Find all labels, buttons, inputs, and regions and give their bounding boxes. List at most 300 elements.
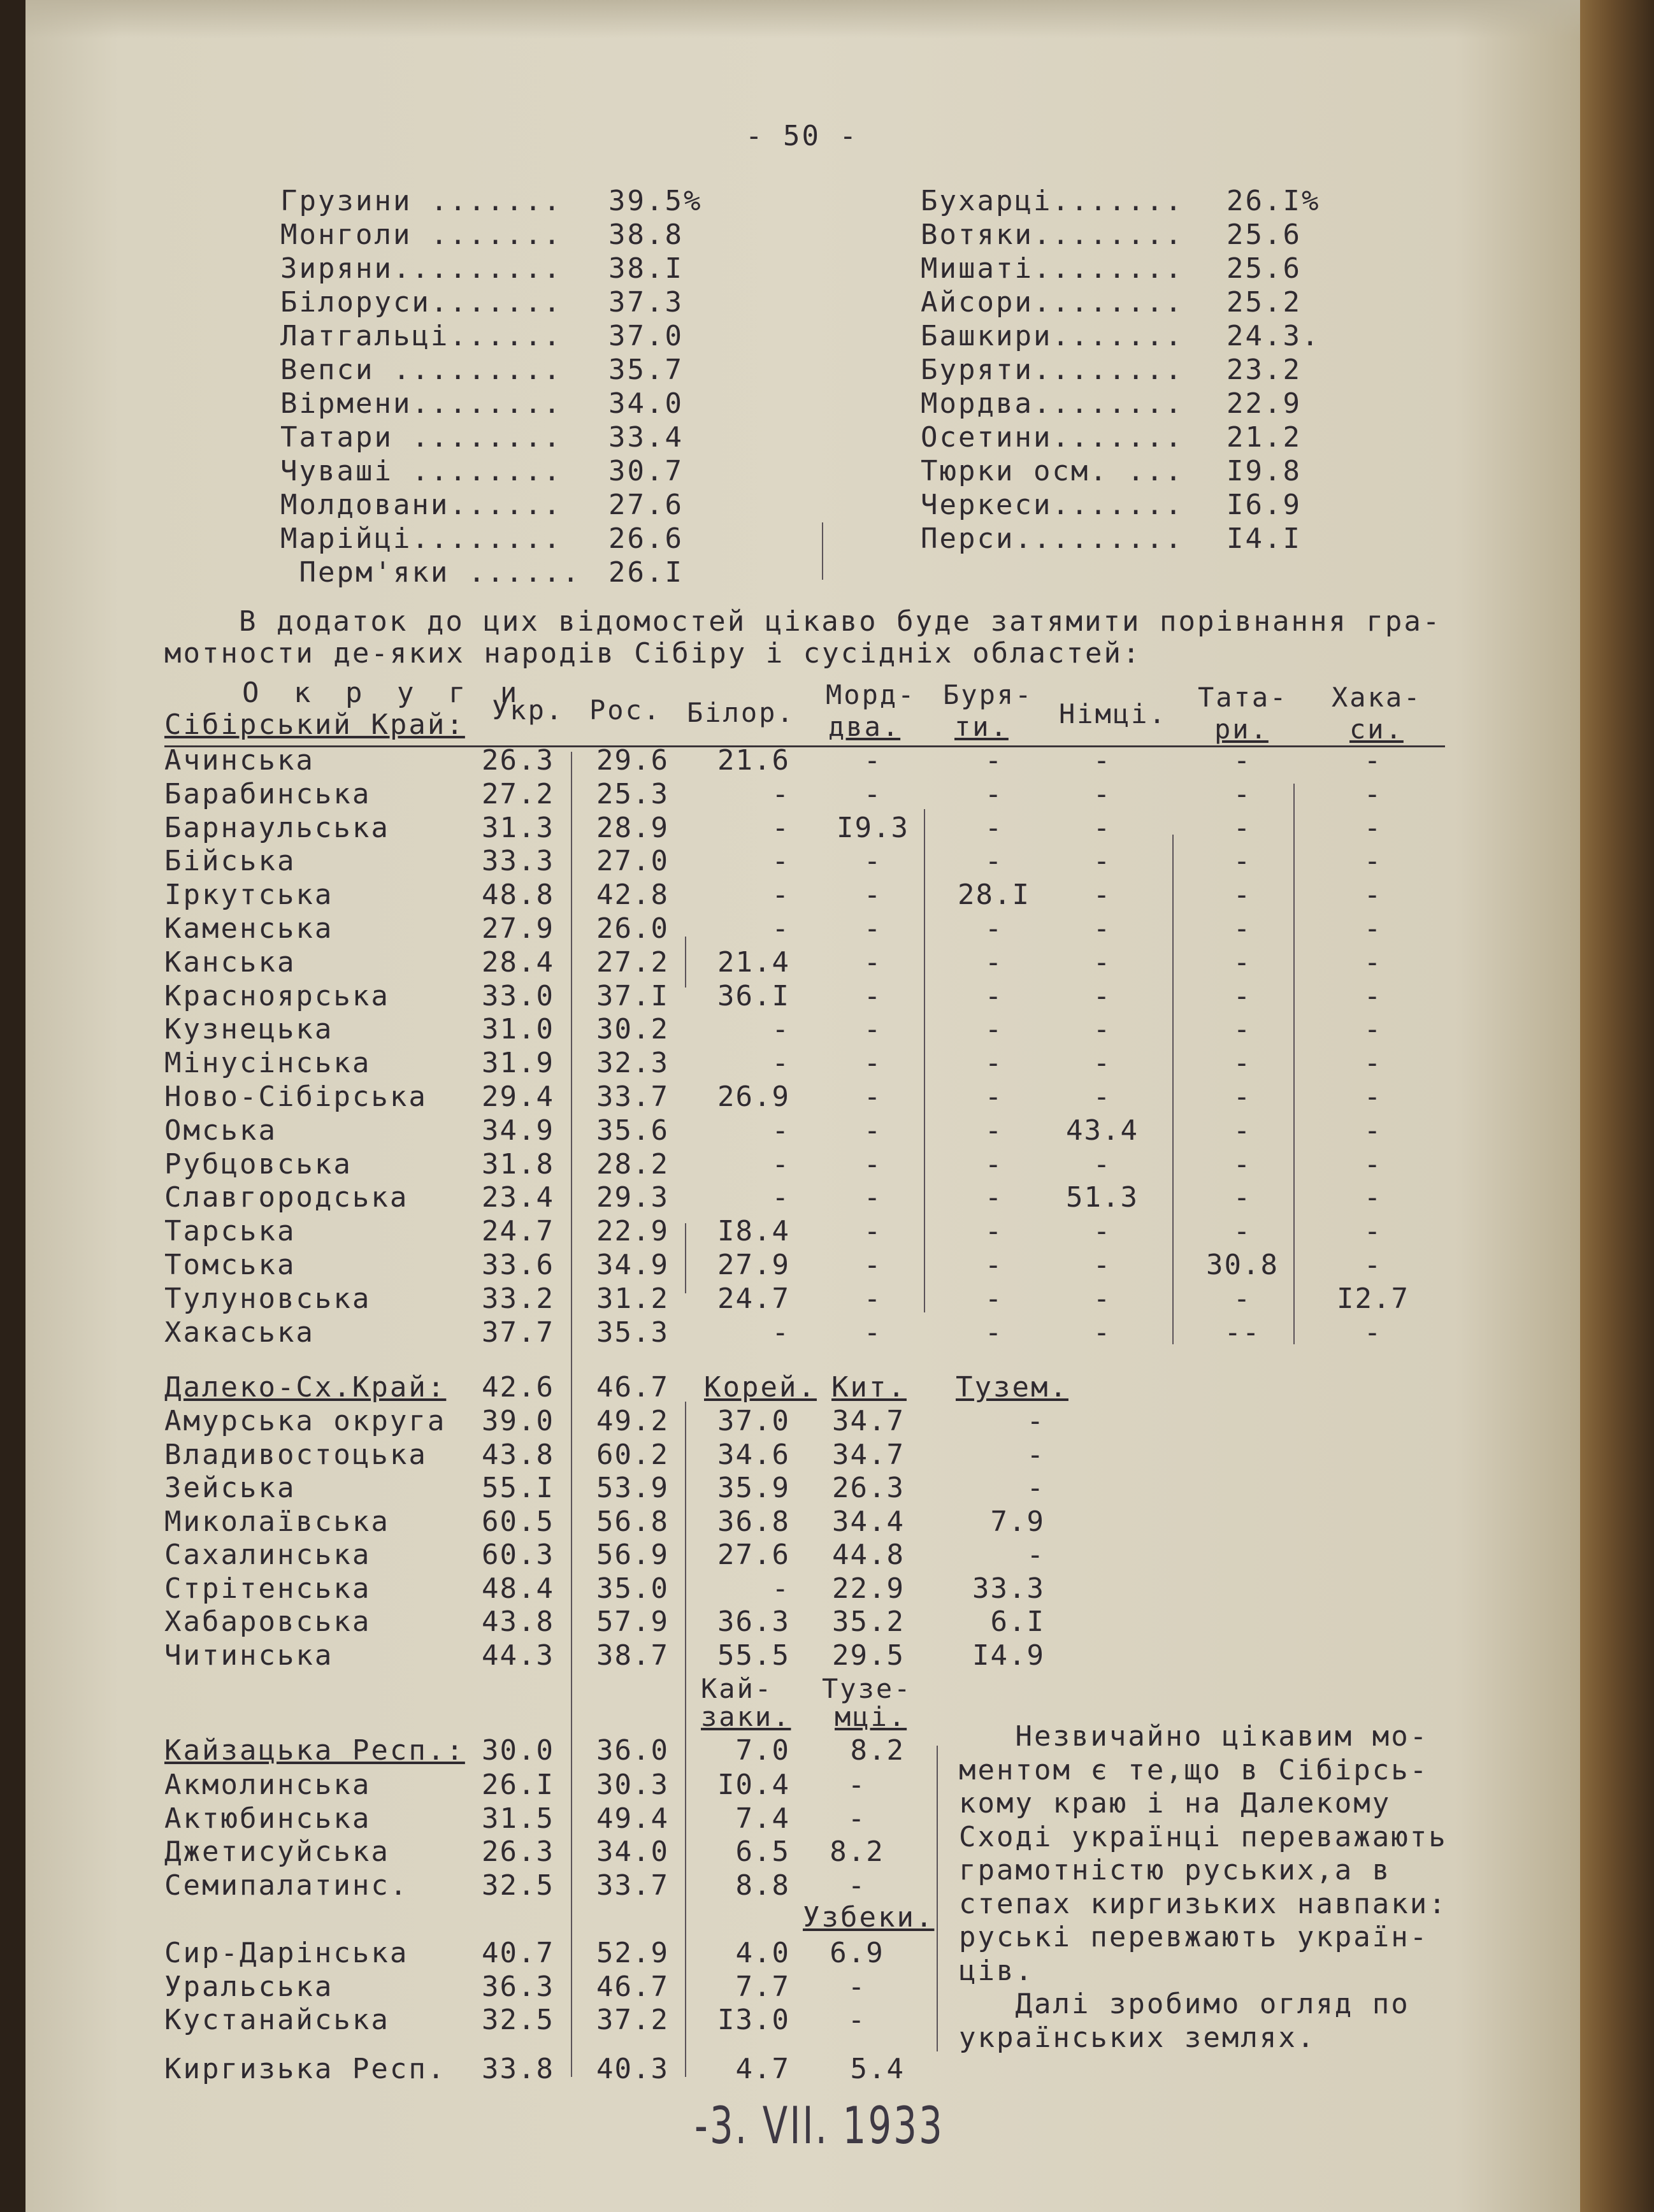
- table-cell: -: [1363, 777, 1383, 810]
- table-cell: 46.7: [596, 1970, 669, 2003]
- table-cell: 22.9: [596, 1215, 669, 1248]
- kaz-header-tuz-bottom: мці.: [835, 1701, 907, 1732]
- nationality-value: 27.6: [608, 489, 684, 521]
- kirg-kai: 4.7: [735, 2053, 790, 2085]
- table-cell: 7.9: [990, 1505, 1045, 1538]
- nationality-value: I4.I: [1226, 522, 1302, 555]
- nationality-value: 25.6: [1226, 252, 1302, 285]
- nationality-value: 34.0: [608, 387, 684, 420]
- table-cell: -: [1026, 1438, 1045, 1471]
- table-cell: 51.3: [1066, 1181, 1139, 1214]
- table-cell: -: [1363, 744, 1383, 777]
- table-cell: 35.3: [596, 1316, 669, 1349]
- table-cell: -: [1093, 879, 1112, 912]
- note-line: українських землях.: [959, 2021, 1316, 2054]
- nationality-value: 26.I: [608, 556, 684, 589]
- nationality-value: 22.9: [1226, 387, 1302, 420]
- table-cell: -: [772, 1572, 790, 1605]
- table-cell: 34.7: [832, 1405, 905, 1437]
- table-cell: -: [1233, 811, 1252, 844]
- header-bur-top: Буря-: [943, 679, 1033, 710]
- note-line: ментом є те,що в Сібірсь-: [959, 1753, 1429, 1786]
- table-cell: -: [1233, 1181, 1252, 1214]
- table-cell: 30.3: [596, 1769, 669, 1801]
- nationality-name: Марійці........: [280, 522, 563, 555]
- table-cell: 37.2: [596, 2004, 669, 2036]
- table-cell: -: [1233, 777, 1252, 810]
- table-cell: 26.3: [832, 1472, 905, 1504]
- nationality-value: 25.2: [1226, 286, 1302, 319]
- table-cell: -: [1093, 912, 1112, 945]
- table-cell: --: [1224, 1316, 1261, 1349]
- table-cell: -: [1363, 1081, 1383, 1113]
- table-cell: 29.4: [482, 1081, 554, 1113]
- table-cell: -: [1233, 1081, 1252, 1113]
- nationality-name: Татари ........: [280, 421, 563, 454]
- district-name: Бійська: [164, 845, 296, 878]
- table-cell: 7.4: [735, 1802, 790, 1835]
- table-cell: -: [1233, 912, 1252, 945]
- table-cell: -: [1233, 1282, 1252, 1315]
- table-cell: 36.8: [717, 1505, 790, 1538]
- table-cell: 28.2: [596, 1147, 669, 1181]
- table-cell: 34.4: [832, 1505, 905, 1538]
- table-cell: 34.0: [596, 1835, 669, 1868]
- table-cell: 32.5: [482, 2004, 554, 2036]
- table-cell: -: [863, 1282, 882, 1315]
- table-cell: -: [847, 1802, 867, 1835]
- table-cell: -: [772, 1147, 790, 1181]
- table-cell: -: [863, 1013, 882, 1046]
- table-cell: 21.6: [717, 744, 790, 777]
- kirg-ros: 40.3: [596, 2053, 669, 2085]
- intro-line-1: В додаток до цих відомостей цікаво буде затямити порівнання гра-: [239, 605, 1442, 638]
- header-tat-top: Тата-: [1198, 682, 1288, 713]
- table-cell: -: [984, 1114, 1003, 1147]
- table-cell: 4.0: [735, 1937, 790, 1969]
- table-cell: -: [1093, 1316, 1112, 1349]
- table-cell: 27.0: [596, 845, 669, 878]
- table-cell: -: [1026, 1539, 1045, 1571]
- header-nimtsi: Німці.: [1059, 698, 1167, 729]
- divider-ukr-ros: [571, 752, 572, 2077]
- district-name: Стрітенська: [164, 1572, 371, 1605]
- district-name: Хабаровська: [164, 1605, 371, 1638]
- table-cell: 27.2: [596, 945, 669, 979]
- district-name: Тулуновська: [164, 1282, 371, 1315]
- table-cell: -: [1363, 1047, 1383, 1080]
- table-cell: 35.0: [596, 1572, 669, 1605]
- table-cell: 33.3: [972, 1572, 1045, 1605]
- table-cell: -: [1363, 1013, 1383, 1046]
- header-bur-bottom: ти.: [954, 711, 1009, 742]
- nationality-name: Бухарці.......: [921, 185, 1184, 217]
- table-cell: -: [1093, 1249, 1112, 1281]
- note-line: Далі зробимо огляд по: [959, 1988, 1410, 2020]
- table-cell: -: [1093, 1047, 1112, 1080]
- district-name: Рубцовська: [164, 1147, 352, 1181]
- table-cell: 29.5: [832, 1639, 905, 1672]
- date-stamp: -3. VII. 1933: [694, 2096, 944, 2155]
- table-cell: 42.8: [596, 879, 669, 912]
- table-cell: -: [1363, 1147, 1383, 1181]
- nationality-value: 38.I: [608, 252, 684, 285]
- table-cell: -: [1363, 979, 1383, 1012]
- table-cell: -: [984, 777, 1003, 810]
- table-cell: -: [1363, 1316, 1383, 1349]
- table-cell: 28.9: [596, 811, 669, 844]
- table-cell: 31.2: [596, 1282, 669, 1315]
- district-name: Амурська округа: [164, 1405, 447, 1437]
- kaz-title-ukr: 30.0: [482, 1734, 554, 1767]
- kaz-title-tuz: 8.2: [850, 1734, 905, 1767]
- note-line: ців.: [959, 1954, 1034, 1987]
- table-cell: 32.5: [482, 1869, 554, 1902]
- table-cell: 44.8: [832, 1539, 905, 1571]
- table-cell: 55.I: [482, 1472, 554, 1504]
- table-cell: -: [1233, 979, 1252, 1012]
- kaz-title-kai: 7.0: [735, 1734, 790, 1767]
- nationality-value: 26.6: [608, 522, 684, 555]
- table-cell: -: [984, 1316, 1003, 1349]
- district-name: Барнаульська: [164, 811, 390, 844]
- nationality-name: Черкеси.......: [921, 489, 1184, 521]
- district-name: Актюбинська: [164, 1802, 371, 1835]
- nationality-name: Мордва........: [921, 387, 1184, 420]
- table-cell: 27.9: [717, 1249, 790, 1281]
- table-cell: -: [863, 845, 882, 878]
- table-cell: -: [984, 1081, 1003, 1113]
- divider-mord: [924, 809, 925, 1312]
- table-cell: -: [847, 1970, 867, 2003]
- district-name: Джетисуйська: [164, 1835, 390, 1868]
- nationality-name: Осетини.......: [921, 421, 1184, 454]
- table-cell: -: [984, 1181, 1003, 1214]
- nationality-value: 23.2: [1226, 354, 1302, 386]
- table-cell: -: [772, 1047, 790, 1080]
- table-cell: -: [863, 979, 882, 1012]
- table-cell: 57.9: [596, 1605, 669, 1638]
- table-cell: -: [984, 1249, 1003, 1281]
- table-cell: 43.8: [482, 1438, 554, 1471]
- table-cell: I0.4: [717, 1769, 790, 1801]
- district-name: Славгородська: [164, 1181, 409, 1214]
- table-cell: 52.9: [596, 1937, 669, 1969]
- table-cell: 31.8: [482, 1147, 554, 1181]
- table-cell: 31.5: [482, 1802, 554, 1835]
- table-cell: -: [1233, 1013, 1252, 1046]
- table-cell: 36.3: [717, 1605, 790, 1638]
- district-name: Мінусінська: [164, 1047, 371, 1080]
- table-cell: 37.0: [717, 1405, 790, 1437]
- note-line: грамотністю руських,а в: [959, 1854, 1392, 1886]
- nationality-name: Айсори........: [921, 286, 1184, 319]
- nationality-value: 24.3.: [1226, 320, 1321, 352]
- table-cell: 28.4: [482, 945, 554, 979]
- table-cell: -: [1233, 945, 1252, 979]
- table-cell: -: [772, 879, 790, 912]
- header-ukr: Укр.: [492, 694, 565, 726]
- table-cell: 22.9: [832, 1572, 905, 1605]
- district-name: Іркутська: [164, 879, 334, 912]
- nationality-name: Чуваші ........: [280, 455, 563, 487]
- district-name: Кустанайська: [164, 2004, 390, 2036]
- nationality-name: Вірмени........: [280, 387, 563, 420]
- far-east-korei: Корей.: [704, 1371, 817, 1404]
- note-line: степах киргизьких навпаки:: [959, 1887, 1448, 1920]
- table-cell: -: [772, 845, 790, 878]
- table-cell: 53.9: [596, 1472, 669, 1504]
- table-cell: 60.3: [482, 1539, 554, 1571]
- nationality-name: Зиряни.........: [280, 252, 563, 285]
- table-cell: 8.8: [735, 1869, 790, 1902]
- table-cell: 27.6: [717, 1539, 790, 1571]
- nationality-name: Монголи .......: [280, 219, 563, 251]
- table-cell: -: [984, 945, 1003, 979]
- nationality-value: 33.4: [608, 421, 684, 454]
- table-cell: -: [1093, 1282, 1112, 1315]
- table-cell: -: [984, 912, 1003, 945]
- table-cell: 6.I: [990, 1605, 1045, 1638]
- table-cell: 26.I: [482, 1769, 554, 1801]
- nationality-value: 39.5%: [608, 185, 703, 217]
- table-cell: -: [1363, 879, 1383, 912]
- table-cell: -: [1093, 979, 1112, 1012]
- district-name: Миколаївська: [164, 1505, 390, 1538]
- district-name: Семипалатинс.: [164, 1869, 409, 1902]
- table-cell: 32.3: [596, 1047, 669, 1080]
- table-cell: 43.8: [482, 1605, 554, 1638]
- table-cell: 28.I: [958, 879, 1030, 912]
- table-cell: -: [863, 777, 882, 810]
- table-cell: 34.7: [832, 1438, 905, 1471]
- table-cell: 31.9: [482, 1047, 554, 1080]
- note-divider: [937, 1746, 938, 2051]
- table-cell: -: [984, 1282, 1003, 1315]
- table-cell: 33.7: [596, 1081, 669, 1113]
- note-line: Незвичайно цікавим мо-: [959, 1720, 1429, 1753]
- table-cell: 8.2: [830, 1835, 884, 1868]
- table-cell: 29.3: [596, 1181, 669, 1214]
- table-cell: 7.7: [735, 1970, 790, 2003]
- district-name: Канська: [164, 945, 296, 979]
- table-cell: -: [1233, 744, 1252, 777]
- column-divider: [822, 522, 823, 580]
- table-cell: -: [847, 1769, 867, 1801]
- table-cell: -: [772, 1316, 790, 1349]
- divider-ros-third: [685, 937, 686, 988]
- table-cell: -: [1363, 912, 1383, 945]
- nationality-value: 35.7: [608, 354, 684, 386]
- table-cell: 39.0: [482, 1405, 554, 1437]
- table-cell: -: [1093, 777, 1112, 810]
- nationality-value: 21.2: [1226, 421, 1302, 454]
- table-cell: -: [847, 2004, 867, 2036]
- district-name: Барабинська: [164, 777, 371, 810]
- nationality-value: 37.0: [608, 320, 684, 352]
- district-name: Сир-Дарінська: [164, 1937, 409, 1969]
- table-cell: 37.I: [596, 979, 669, 1012]
- table-cell: 35.2: [832, 1605, 905, 1638]
- table-cell: 33.2: [482, 1282, 554, 1315]
- district-name: Сахалинська: [164, 1539, 371, 1571]
- table-cell: -: [1233, 845, 1252, 878]
- table-cell: I9.3: [837, 811, 909, 844]
- district-name: Кузнецька: [164, 1013, 334, 1046]
- table-cell: -: [772, 1013, 790, 1046]
- table-cell: 35.9: [717, 1472, 790, 1504]
- table-cell: -: [863, 1047, 882, 1080]
- intro-line-2: мотности де-яких народів Сібіру і сусідніх областей:: [164, 637, 1142, 670]
- table-cell: 27.2: [482, 777, 554, 810]
- kaz-title: Кайзацька Респ.:: [164, 1734, 465, 1767]
- table-cell: 34.6: [717, 1438, 790, 1471]
- table-cell: 38.7: [596, 1639, 669, 1672]
- district-name: Ново-Сібірська: [164, 1081, 428, 1113]
- kaz-title-ros: 36.0: [596, 1734, 669, 1767]
- header-tat-bottom: ри.: [1214, 714, 1269, 745]
- nationality-value: I6.9: [1226, 489, 1302, 521]
- note-line: кому краю і на Далекому: [959, 1787, 1392, 1820]
- table-cell: 26.3: [482, 1835, 554, 1868]
- divider-tat: [1172, 835, 1174, 1344]
- header-bilor: Білор.: [687, 697, 795, 728]
- uzbek-label: Узбеки.: [803, 1901, 935, 1934]
- nationality-name: Мишаті........: [921, 252, 1184, 285]
- table-cell: 29.6: [596, 744, 669, 777]
- table-cell: -: [984, 1215, 1003, 1248]
- header-districts: О к р у г и: [242, 677, 526, 709]
- table-cell: -: [1233, 1047, 1252, 1080]
- table-cell: -: [1093, 1013, 1112, 1046]
- divider-ros-third-3: [685, 1402, 686, 2077]
- table-cell: 24.7: [717, 1282, 790, 1315]
- table-cell: -: [772, 1114, 790, 1147]
- table-cell: -: [1093, 945, 1112, 979]
- district-name: Красноярська: [164, 979, 390, 1012]
- table-cell: -: [1363, 1215, 1383, 1248]
- table-cell: I8.4: [717, 1215, 790, 1248]
- district-name: Уральська: [164, 1970, 334, 2003]
- note-line: Сході українці переважають: [959, 1820, 1448, 1853]
- table-cell: 21.4: [717, 945, 790, 979]
- table-cell: -: [863, 1215, 882, 1248]
- table-cell: -: [863, 912, 882, 945]
- table-cell: -: [1233, 1215, 1252, 1248]
- table-cell: -: [863, 879, 882, 912]
- table-cell: -: [1093, 1215, 1112, 1248]
- table-cell: I4.9: [972, 1639, 1045, 1672]
- table-cell: 6.5: [735, 1835, 790, 1868]
- table-cell: -: [863, 744, 882, 777]
- table-cell: 26.9: [717, 1081, 790, 1113]
- header-ros: Рос.: [589, 694, 662, 726]
- kaz-header-kai-top: Кай-: [701, 1673, 773, 1704]
- district-name: Тарська: [164, 1215, 296, 1248]
- table-cell: 60.2: [596, 1438, 669, 1471]
- table-cell: -: [984, 1047, 1003, 1080]
- table-cell: -: [1093, 744, 1112, 777]
- table-cell: 26.0: [596, 912, 669, 945]
- header-khak-bottom: си.: [1349, 714, 1404, 745]
- book-edge: [1580, 0, 1654, 2212]
- table-cell: I3.0: [717, 2004, 790, 2036]
- far-east-title: Далеко-Сх.Край:: [164, 1371, 447, 1404]
- table-cell: -: [863, 1114, 882, 1147]
- table-cell: -: [1363, 1249, 1383, 1281]
- header-khak-top: Хака-: [1332, 682, 1422, 713]
- table-cell: -: [772, 777, 790, 810]
- table-cell: -: [1093, 1081, 1112, 1113]
- nationality-name: Молдовани......: [280, 489, 563, 521]
- header-mord-top: Морд-: [826, 679, 916, 710]
- nationality-value: I9.8: [1226, 455, 1302, 487]
- table-cell: -: [1363, 1114, 1383, 1147]
- table-cell: 34.9: [596, 1249, 669, 1281]
- divider-khak: [1293, 784, 1295, 1344]
- divider-ros-third-2: [685, 1223, 686, 1293]
- table-cell: I2.7: [1337, 1282, 1409, 1315]
- table-cell: 55.5: [717, 1639, 790, 1672]
- table-cell: -: [1026, 1405, 1045, 1437]
- table-cell: -: [984, 811, 1003, 844]
- table-cell: 25.3: [596, 777, 669, 810]
- district-name: Хакаська: [164, 1316, 315, 1349]
- table-cell: 31.3: [482, 811, 554, 844]
- table-cell: -: [984, 845, 1003, 878]
- page-number: - 50 -: [745, 120, 858, 152]
- nationality-name: Перси.........: [921, 522, 1184, 555]
- district-name: Читинська: [164, 1639, 334, 1672]
- table-cell: -: [772, 1181, 790, 1214]
- table-cell: -: [984, 744, 1003, 777]
- nationality-name: Буряти........: [921, 354, 1184, 386]
- far-east-kyt: Кит.: [831, 1371, 907, 1404]
- table-cell: -: [863, 945, 882, 979]
- table-cell: -: [863, 1249, 882, 1281]
- table-cell: 30.2: [596, 1013, 669, 1046]
- table-cell: -: [772, 811, 790, 844]
- nationality-value: 26.I%: [1226, 185, 1321, 217]
- table-cell: 35.6: [596, 1114, 669, 1147]
- district-name: Зейська: [164, 1472, 296, 1504]
- district-name: Акмолинська: [164, 1769, 371, 1801]
- nationality-name: Тюрки осм. ...: [921, 455, 1184, 487]
- far-east-ros: 46.7: [596, 1371, 669, 1404]
- table-cell: -: [1093, 845, 1112, 878]
- table-cell: 33.0: [482, 979, 554, 1012]
- table-cell: 30.8: [1206, 1249, 1279, 1281]
- table-cell: 37.7: [482, 1316, 554, 1349]
- table-cell: 40.7: [482, 1937, 554, 1969]
- table-cell: 36.I: [717, 979, 790, 1012]
- table-cell: -: [847, 1869, 867, 1902]
- district-name: Ачинська: [164, 744, 315, 777]
- table-cell: -: [863, 1147, 882, 1181]
- table-cell: -: [1233, 879, 1252, 912]
- table-cell: -: [1363, 811, 1383, 844]
- kaz-header-tuz-top: Тузе-: [822, 1673, 912, 1704]
- table-cell: 26.3: [482, 744, 554, 777]
- district-name: Владивостоцька: [164, 1438, 428, 1471]
- note-line: руські перевжають україн-: [959, 1921, 1429, 1953]
- page-shadow: [25, 0, 1580, 38]
- table-cell: -: [1093, 811, 1112, 844]
- table-cell: 60.5: [482, 1505, 554, 1538]
- table-cell: 31.0: [482, 1013, 554, 1046]
- table-cell: 27.9: [482, 912, 554, 945]
- nationality-value: 25.6: [1226, 219, 1302, 251]
